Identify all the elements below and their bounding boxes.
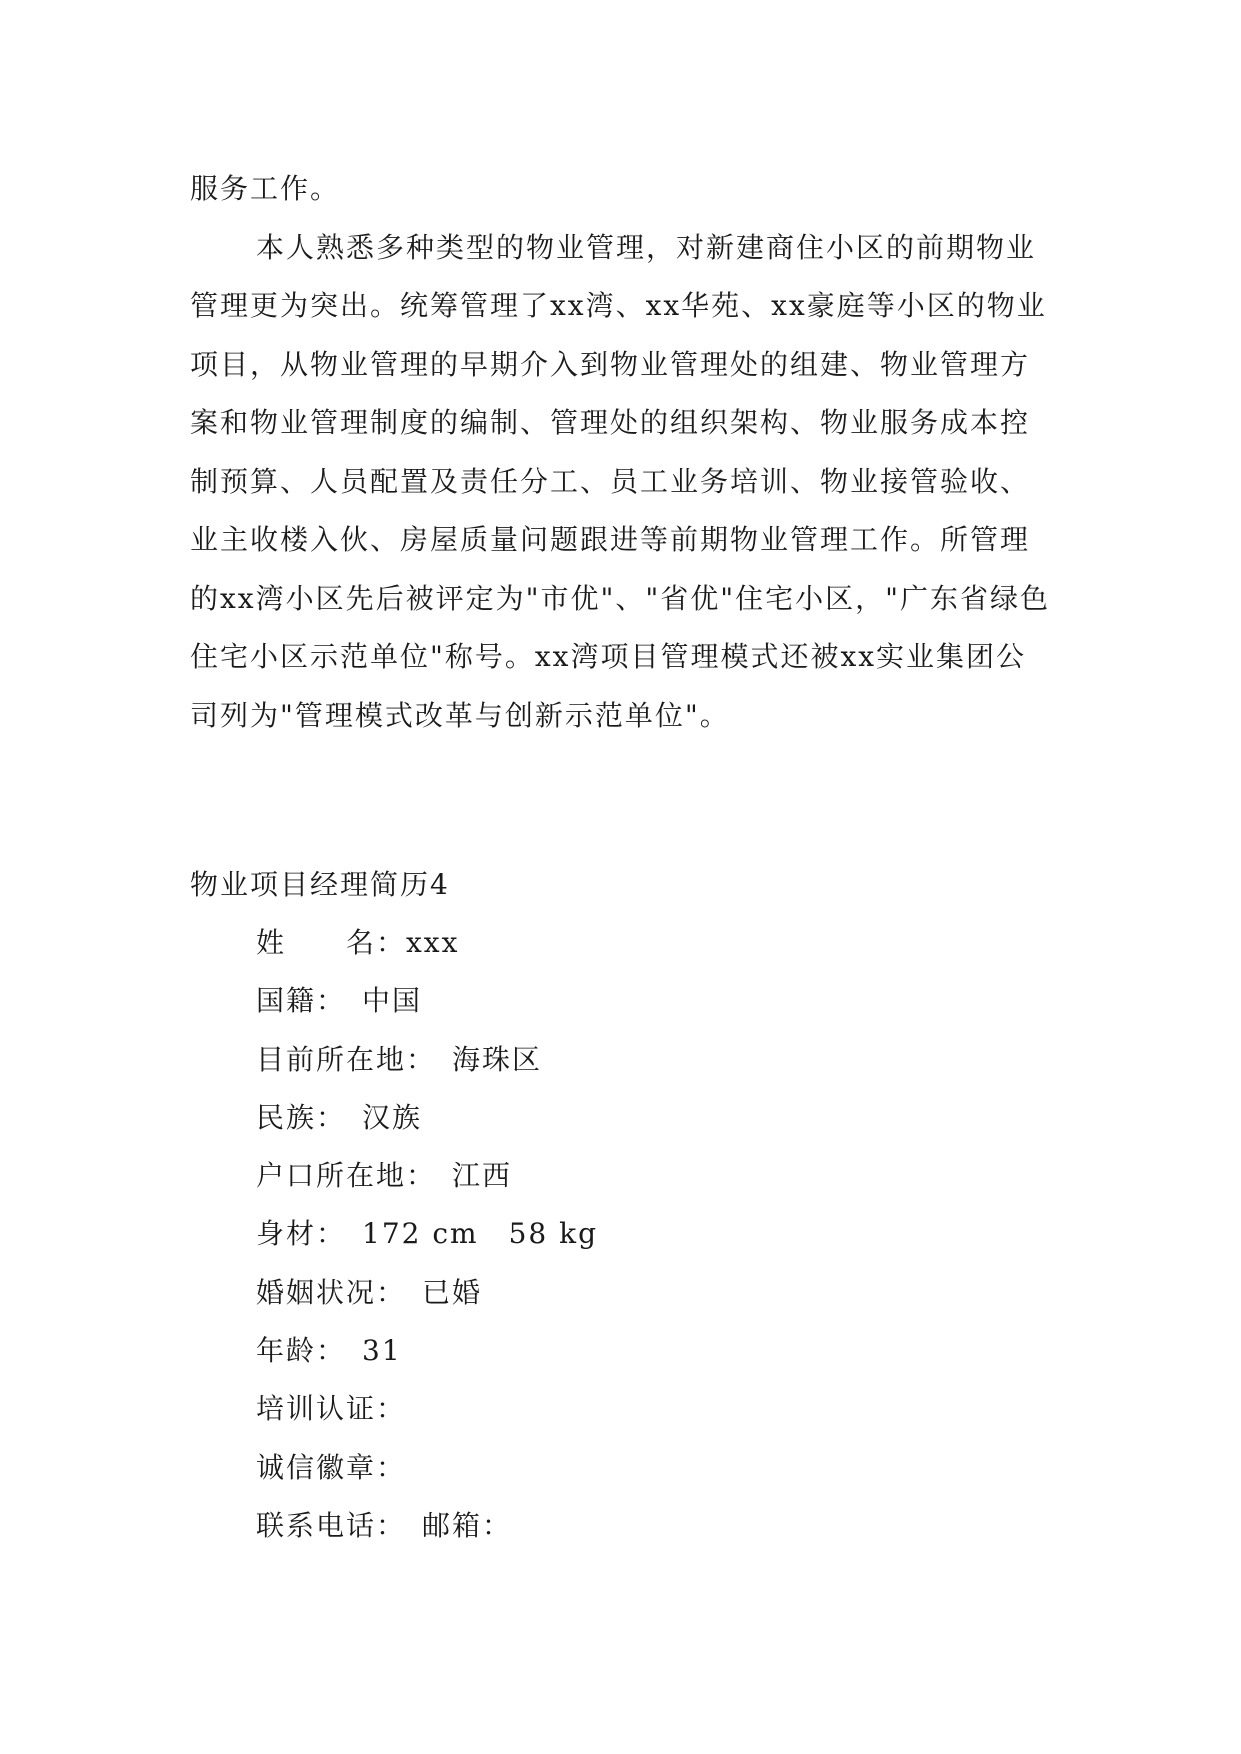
body-text xyxy=(190,160,1050,745)
section-title: 物业项目经理简历4 xyxy=(190,868,450,901)
info-certification: 培训认证： xyxy=(256,1392,407,1426)
info-nationality: 国籍： 中国 xyxy=(256,984,423,1018)
info-current-location: 目前所在地： 海珠区 xyxy=(256,1042,543,1076)
paragraph-experience: 本人熟悉多种类型的物业管理，对新建商住小区的前期物业管理更为突出。统筹管理了xx湾、xx华苑、xx豪庭等小区的物业项目，从物业管理的早期介入到物业管理处的组建、物业管理方案和物业管理制度的编制、管理处的组织架构、物业服务成本控制预算、人员配置及责任分工、员工业务培训、物业接管验收、业主收楼入伙、房屋质量问题跟进等前期物业管理工作。所管理的xx湾小区先后被评定为"市优"、"省优"住宅小区，"广东省绿色住宅小区示范单位"称号。xx湾项目管理模式还被xx实业集团公司列为"管理模式改革与创新示范单位"。 xyxy=(190,230,1050,732)
info-household-registration: 户口所在地： 江西 xyxy=(256,1159,513,1193)
info-contact: 联系电话： 邮箱： xyxy=(256,1508,513,1542)
info-name: 姓 名：xxx xyxy=(256,926,460,959)
info-marital-status: 婚姻状况： 已婚 xyxy=(256,1275,483,1309)
info-credit-badge: 诚信徽章： xyxy=(256,1450,407,1484)
info-height-weight: 身材： 172 cm 58 kg xyxy=(256,1217,598,1251)
resume-info-list xyxy=(256,914,598,1555)
paragraph-continuation: 服务工作。 xyxy=(190,172,341,205)
info-age: 年龄： 31 xyxy=(256,1334,402,1368)
info-ethnicity: 民族： 汉族 xyxy=(256,1100,423,1134)
